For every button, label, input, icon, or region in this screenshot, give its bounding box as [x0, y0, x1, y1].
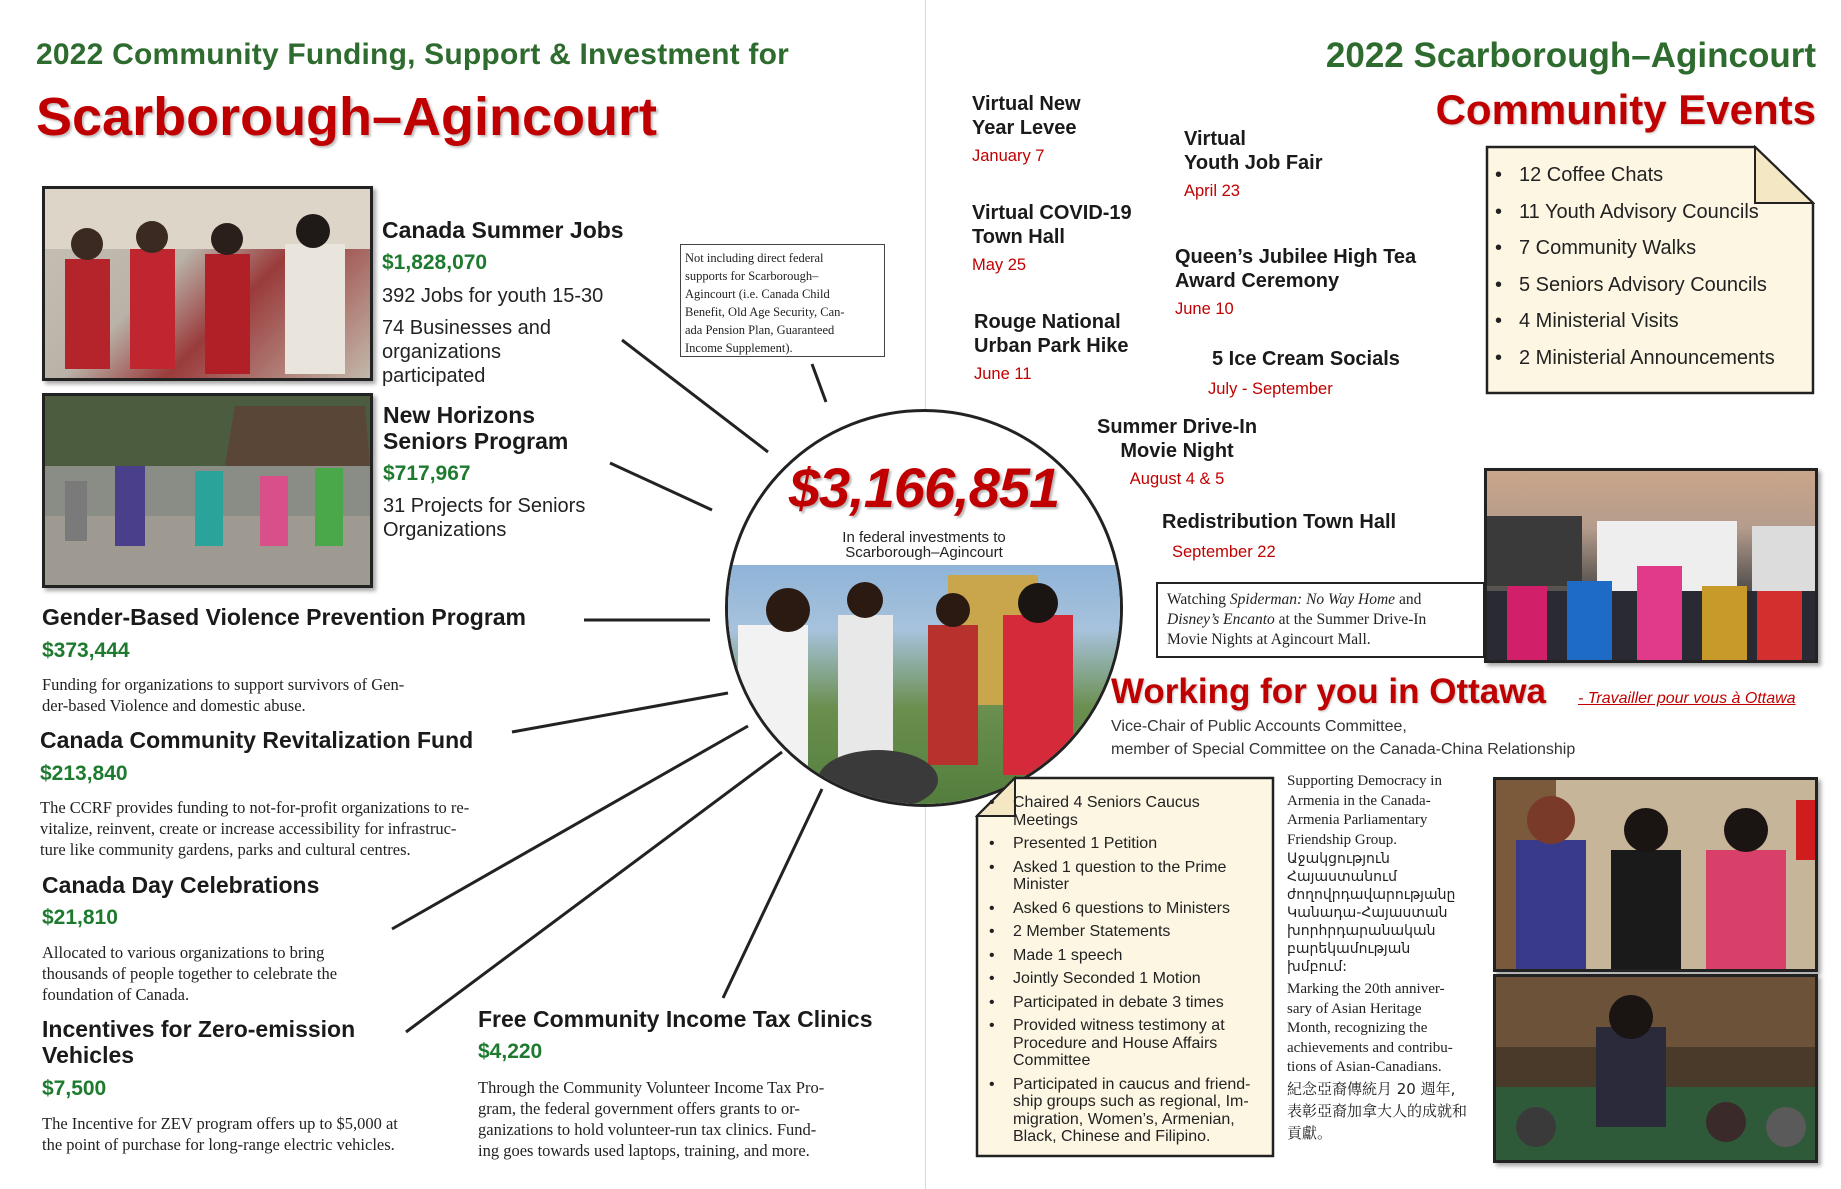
summer-jobs-line1: 392 Jobs for youth 15-30: [382, 285, 604, 307]
armenia-line: խմբում:: [1287, 959, 1348, 975]
armenia-line: Կանադա-Հայաստան: [1287, 905, 1448, 921]
event-levee-name2: Year Levee: [972, 117, 1077, 139]
activity-line: • Asked 1 question to the Prime: [1013, 858, 1227, 876]
event-jobfair-name2: Youth Job Fair: [1184, 152, 1323, 174]
event-jubilee-name1: Queen’s Jubilee High Tea: [1175, 246, 1417, 268]
armenia-line: ժողովրդավարությանը: [1287, 887, 1456, 903]
footnote-line: Income Supplement).: [685, 341, 793, 355]
activity-line: ship groups such as regional, Im-: [1013, 1093, 1249, 1110]
heritage-line: achievements and contribu-: [1287, 1039, 1453, 1056]
activity-item: [979, 900, 1271, 918]
armenia-line: խորհրդարանական: [1287, 923, 1436, 939]
armenia-line: Հայաստանում: [1287, 869, 1397, 885]
event-covid-date: May 25: [972, 256, 1027, 274]
event-drivein-name1: Summer Drive-In: [1097, 416, 1258, 438]
activity-line: Procedure and House Affairs: [1013, 1034, 1218, 1052]
armenia-line: Աջակցություն: [1287, 851, 1390, 867]
event-icecream-date: July - September: [1208, 380, 1333, 398]
caption-text: Watching: [1167, 591, 1230, 608]
new-horizons-title2: Seniors Program: [383, 428, 569, 454]
zev-desc1: The Incentive for ZEV program offers up to $5,000 at: [42, 1114, 398, 1133]
caption-text: at the Summer Drive-In: [1274, 611, 1427, 628]
gbv-amount: $373,444: [42, 639, 130, 662]
footnote-line: Agincourt (i.e. Canada Child: [685, 287, 830, 301]
activity-line: • Participated in debate 3 times: [1013, 993, 1224, 1011]
event-drivein: [1097, 415, 1257, 490]
house-of-commons-photo-art: [1496, 977, 1815, 1160]
activity-line: • Jointly Seconded 1 Motion: [1013, 970, 1201, 987]
event-redistribution-date: September 22: [1172, 543, 1276, 561]
caption-movie-encanto: Disney’s Encanto: [1167, 611, 1275, 628]
total-circle-photo-art: [728, 565, 1123, 807]
armenia-line: Armenia in the Canada-: [1287, 792, 1431, 809]
activity-item: [979, 994, 1271, 1012]
left-title-line1: 2022 Community Funding, Support & Investment for: [36, 38, 789, 71]
activity-item: [979, 1076, 1271, 1146]
canada-day-desc1: Allocated to various organizations to bring: [42, 943, 325, 962]
event-covid: [972, 201, 1132, 276]
activity-item: [979, 970, 1271, 988]
event-jubilee: [1175, 245, 1416, 320]
right-title-line2: Community Events: [1435, 86, 1816, 133]
activity-item: [979, 835, 1271, 853]
summary-item: • 4 Ministerial Visits: [1485, 303, 1775, 340]
heritage-line: 表彰亞裔加拿大人的成就和: [1287, 1101, 1468, 1120]
event-icecream: [1208, 347, 1400, 400]
event-rouge-name1: Rouge National: [974, 311, 1121, 333]
gbv-desc1: Funding for organizations to support survivors of Gen-: [42, 675, 405, 694]
event-levee-date: January 7: [972, 147, 1045, 165]
event-drivein-date: August 4 & 5: [1129, 470, 1225, 488]
activity-item: [979, 1017, 1271, 1070]
heritage-line: 貢獻。: [1287, 1123, 1333, 1142]
ccrf-amount: $213,840: [40, 762, 128, 785]
ccrf-desc3: ture like community gardens, parks and cultural centres.: [40, 840, 411, 859]
left-title-line2: Scarborough–Agincourt: [36, 87, 658, 147]
footnote-line: Not including direct federal: [685, 251, 824, 265]
activity-line: • Presented 1 Petition: [1013, 835, 1158, 852]
activity-item: [979, 794, 1271, 829]
event-jubilee-name2: Award Ceremony: [1175, 270, 1340, 292]
caption-text: and: [1395, 591, 1422, 608]
events-summary-list: [1485, 157, 1775, 376]
event-jubilee-date: June 10: [1175, 300, 1234, 318]
footnote-line: supports for Scarborough–: [685, 269, 819, 283]
event-jobfair-date: April 23: [1184, 182, 1240, 200]
tax-desc2: gram, the federal government offers grants to or-: [478, 1099, 800, 1118]
new-horizons-amount: $717,967: [383, 462, 471, 485]
heritage-line: tions of Asian-Canadians.: [1287, 1059, 1442, 1075]
summer-jobs-line4: participated: [382, 365, 486, 387]
events-summary-box: [1485, 145, 1815, 397]
canada-day-desc3: foundation of Canada.: [42, 985, 190, 1004]
new-horizons-title1: New Horizons: [383, 402, 536, 428]
event-levee: [972, 92, 1081, 167]
right-title-line1: 2022 Scarborough–Agincourt: [1325, 36, 1816, 75]
total-amount: $3,166,851: [788, 456, 1060, 519]
activity-line: • Provided witness testimony at: [1013, 1017, 1225, 1034]
activity-line: • Asked 6 questions to Ministers: [1013, 899, 1230, 917]
summary-item: • 2 Ministerial Announcements: [1485, 340, 1775, 377]
canada-day-amount: $21,810: [42, 906, 118, 929]
activity-line: migration, Women’s, Armenian,: [1013, 1110, 1235, 1128]
summer-jobs-title: Canada Summer Jobs: [382, 217, 624, 243]
event-rouge: [974, 310, 1129, 385]
event-redistribution: [1162, 510, 1396, 563]
event-rouge-name2: Urban Park Hike: [974, 335, 1129, 357]
ccrf-desc2: vitalize, reinvent, create or increase accessibility for infrastruc-: [40, 819, 457, 838]
summer-jobs-amount: $1,828,070: [382, 251, 488, 274]
canada-day-title: Canada Day Celebrations: [42, 872, 320, 898]
ottawa-activities-list: [979, 794, 1271, 1146]
drive-in-photo-art: [1487, 471, 1815, 660]
armenia-line: Supporting Democracy in: [1287, 773, 1442, 789]
activity-item: [979, 947, 1271, 965]
event-redistribution-name: Redistribution Town Hall: [1162, 511, 1397, 533]
activity-line: Meetings: [1013, 811, 1078, 829]
armenia-meeting-photo: [1493, 777, 1818, 972]
event-levee-name1: Virtual New: [972, 93, 1081, 115]
new-horizons-line1: 31 Projects for Seniors: [383, 495, 586, 517]
ottawa-role2: member of Special Committee on the Canada-China Relationship: [1111, 741, 1576, 758]
zev-title2: Vehicles: [42, 1042, 135, 1068]
tax-title: Free Community Income Tax Clinics: [478, 1006, 873, 1032]
total-caption-line2: Scarborough–Agincourt: [845, 544, 1003, 561]
activity-line: Minister: [1013, 876, 1070, 893]
event-jobfair-name1: Virtual: [1184, 128, 1246, 150]
total-circle-photo: [728, 565, 1123, 807]
caption-movie-spiderman: Spiderman: No Way Home: [1229, 591, 1396, 608]
activity-line: • Participated in caucus and friend-: [1013, 1075, 1251, 1093]
gbv-title: Gender-Based Violence Prevention Program: [42, 604, 527, 630]
summary-item: • 11 Youth Advisory Councils: [1485, 194, 1775, 231]
drive-in-photo: [1484, 468, 1818, 663]
armenia-line: Friendship Group.: [1287, 831, 1397, 848]
ccrf-desc1: The CCRF provides funding to not-for-profit organizations to re-: [40, 798, 470, 817]
summer-jobs-line3: organizations: [382, 341, 501, 363]
footnote-line: Benefit, Old Age Security, Can-: [685, 305, 845, 319]
heritage-line: Marking the 20th anniver-: [1287, 981, 1445, 997]
heritage-line: 紀念亞裔傳統月 20 週年,: [1287, 1079, 1456, 1098]
house-of-commons-photo: [1493, 974, 1818, 1163]
caption-text: Movie Nights at Agincourt Mall.: [1167, 631, 1371, 648]
armenia-line: բարեկամության: [1287, 941, 1411, 957]
ottawa-role1: Vice-Chair of Public Accounts Committee,: [1111, 718, 1407, 735]
activity-item: [979, 859, 1271, 894]
ccrf-title: Canada Community Revitalization Fund: [40, 727, 474, 753]
summary-item: • 12 Coffee Chats: [1485, 157, 1775, 194]
zev-desc2: the point of purchase for long-range electric vehicles.: [42, 1135, 395, 1154]
gbv-desc2: der-based Violence and domestic abuse.: [42, 696, 306, 715]
event-rouge-date: June 11: [974, 365, 1032, 383]
footnote-box: [680, 244, 885, 357]
activity-line: Committee: [1013, 1052, 1091, 1069]
ottawa-activities-box: [975, 776, 1275, 1158]
heritage-line: Month, recognizing the: [1287, 1020, 1428, 1036]
event-icecream-name: 5 Ice Cream Socials: [1212, 348, 1400, 370]
armenia-text: [1287, 772, 1477, 976]
tax-amount: $4,220: [478, 1040, 543, 1063]
summer-jobs-line2: 74 Businesses and: [382, 317, 552, 339]
armenia-meeting-photo-art: [1496, 780, 1815, 969]
event-drivein-name2: Movie Night: [1120, 440, 1234, 462]
summary-item: • 7 Community Walks: [1485, 230, 1775, 267]
total-caption-line1: In federal investments to: [842, 529, 1006, 546]
activity-line: • Chaired 4 Seniors Caucus: [1013, 794, 1200, 811]
activity-line: • 2 Member Statements: [1013, 923, 1171, 940]
ottawa-subtitle: - Travailler pour vous à Ottawa: [1578, 690, 1796, 707]
drive-in-caption: [1156, 582, 1485, 658]
summary-item: • 5 Seniors Advisory Councils: [1485, 267, 1775, 304]
heritage-line: sary of Asian Heritage: [1287, 1000, 1422, 1017]
tax-desc4: ing goes towards used laptops, training, and more.: [478, 1141, 810, 1160]
tax-desc3: ganizations to hold volunteer-run tax clinics. Fund-: [478, 1120, 817, 1139]
armenia-line: Armenia Parliamentary: [1287, 812, 1428, 828]
activity-line: • Made 1 speech: [1013, 946, 1123, 964]
event-covid-name1: Virtual COVID-19: [972, 202, 1132, 224]
zev-title1: Incentives for Zero-emission: [42, 1016, 356, 1042]
zev-amount: $7,500: [42, 1077, 107, 1100]
event-jobfair: [1184, 127, 1323, 202]
tax-desc1: Through the Community Volunteer Income Tax Pro-: [478, 1078, 825, 1097]
activity-item: [979, 923, 1271, 941]
ottawa-title: Working for you in Ottawa: [1111, 672, 1546, 711]
footnote-line: ada Pension Plan, Guaranteed: [685, 323, 835, 337]
heritage-text: [1287, 980, 1487, 1144]
event-covid-name2: Town Hall: [972, 226, 1065, 248]
new-horizons-line2: Organizations: [383, 519, 507, 541]
activity-line: Black, Chinese and Filipino.: [1013, 1128, 1211, 1145]
canada-day-desc2: thousands of people together to celebrate the: [42, 964, 338, 983]
